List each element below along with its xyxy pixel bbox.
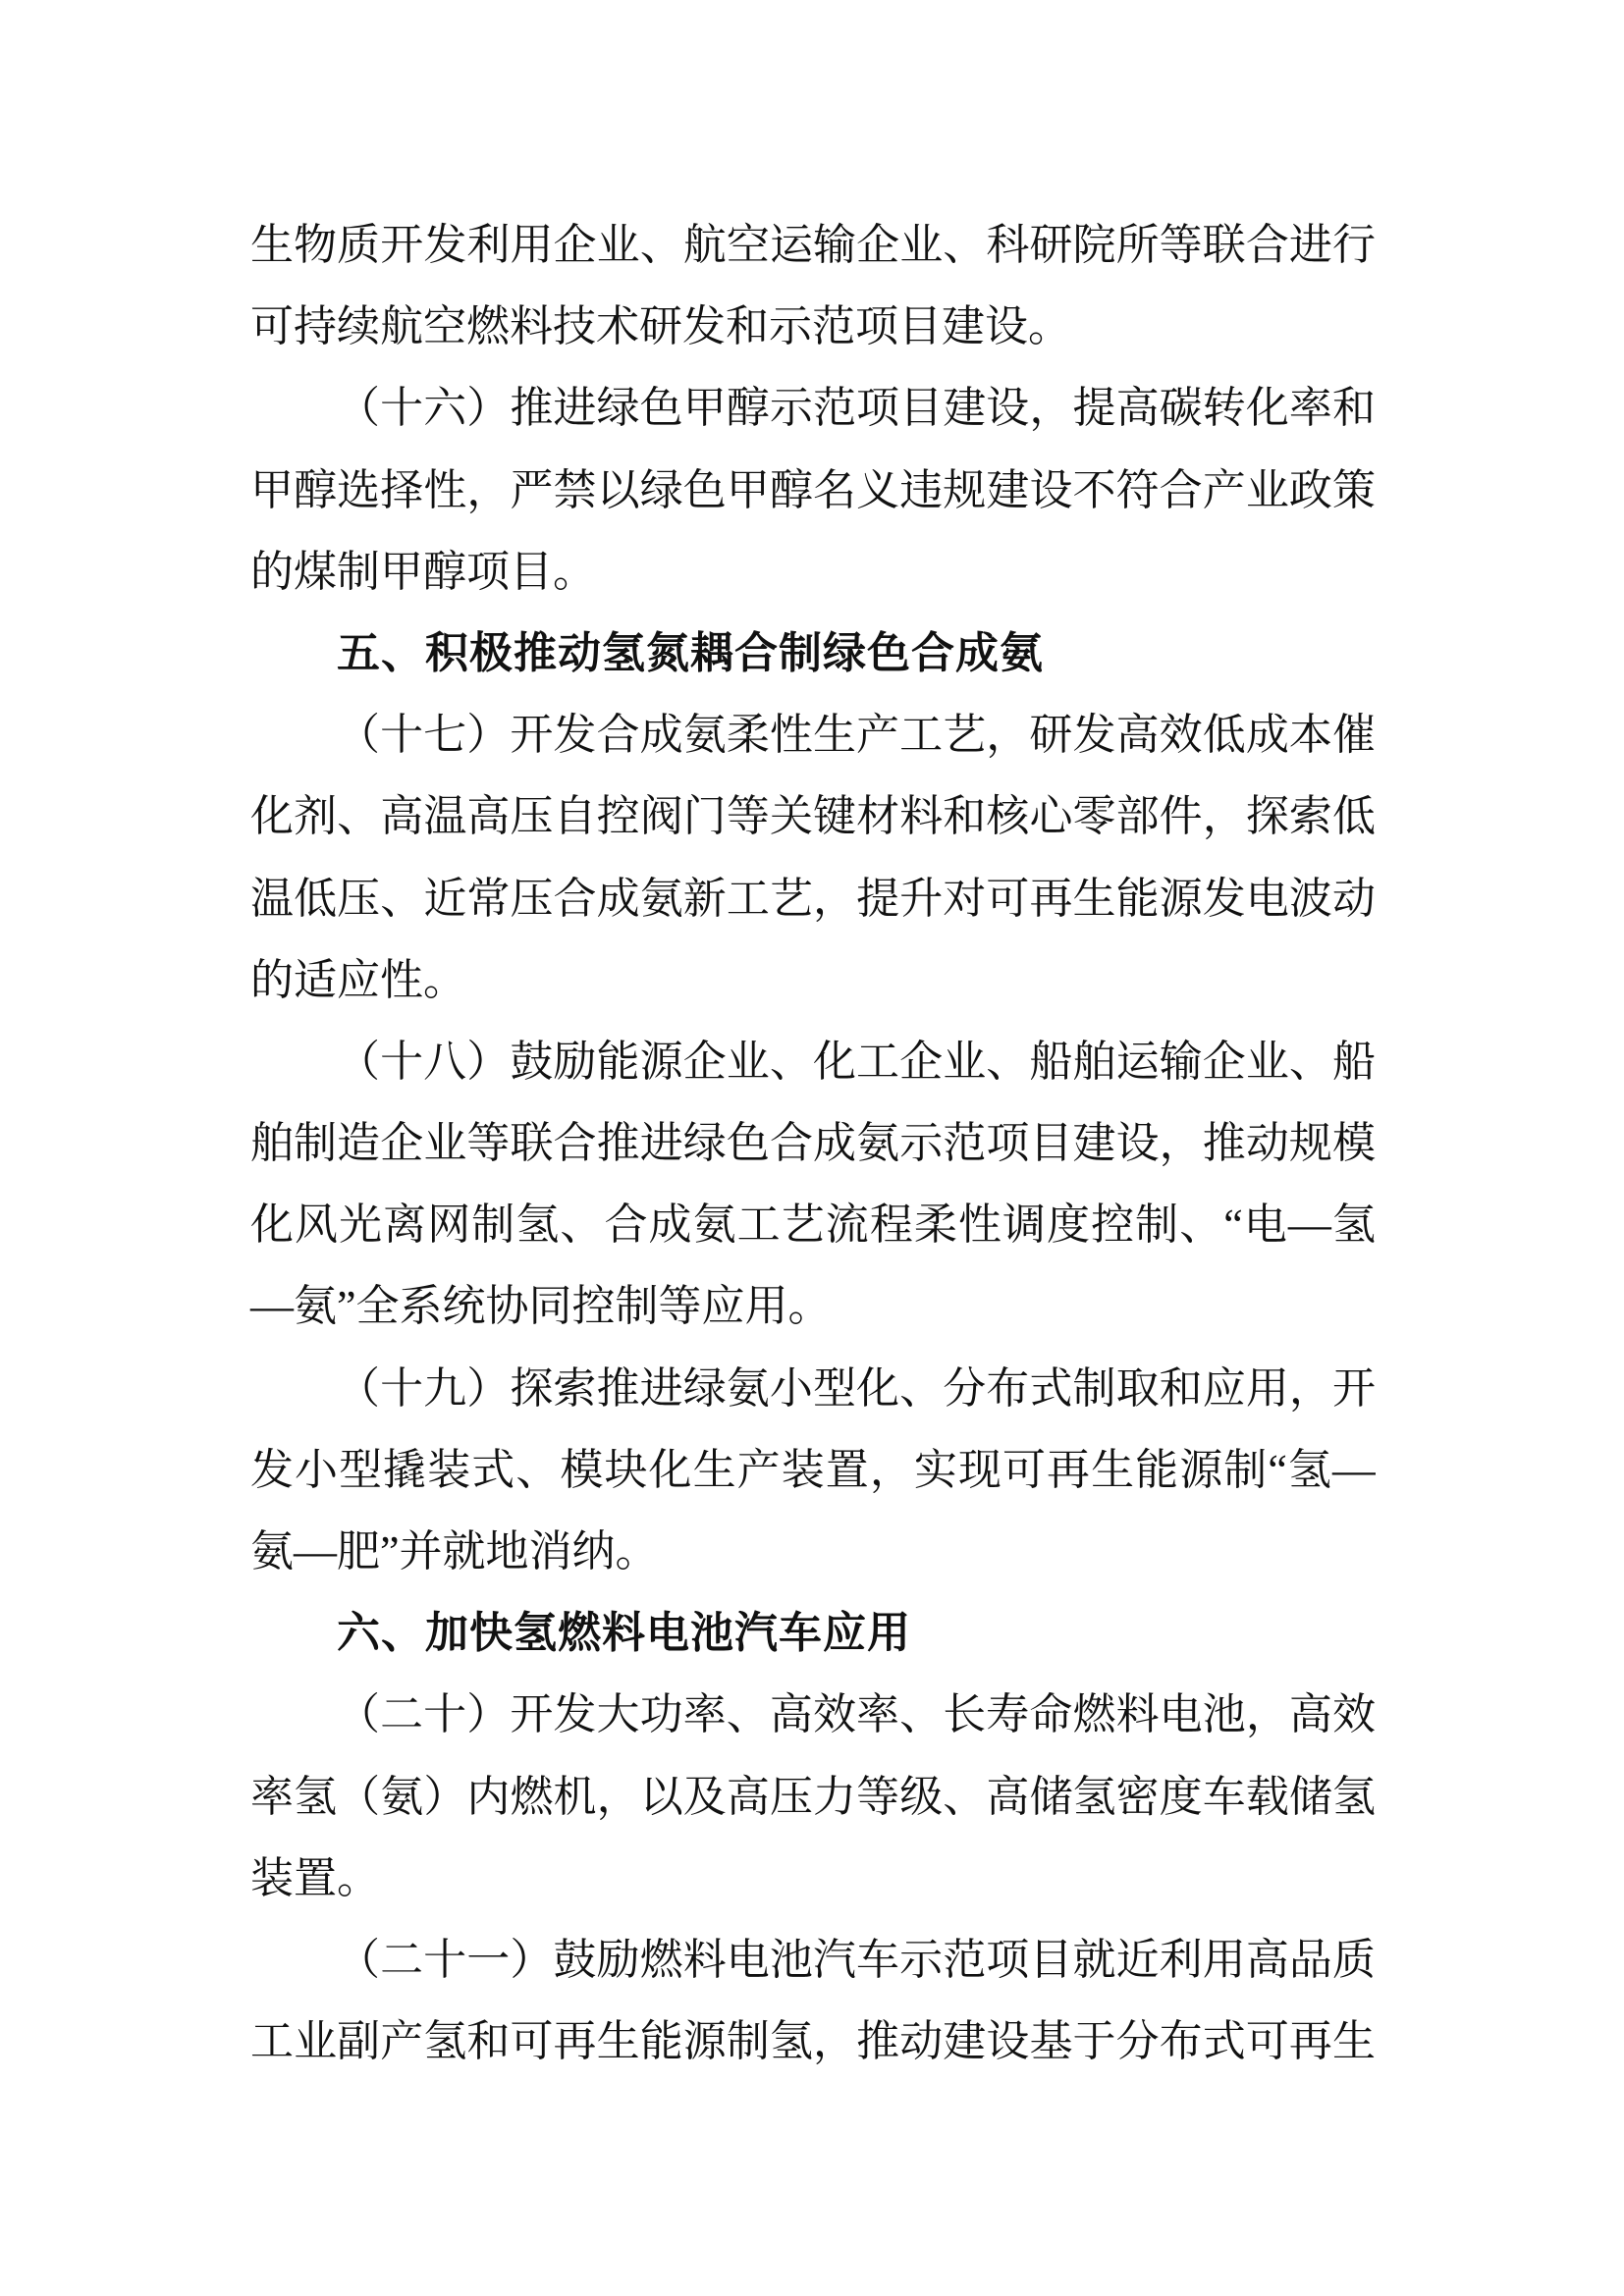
text-line: （十八）鼓励能源企业、化工企业、船舶运输企业、船 <box>337 1037 1376 1086</box>
text-line: 温低压、近常压合成氨新工艺，提升对可再生能源发电波动 <box>250 874 1376 923</box>
text-line: 化风光离网制氢、合成氨工艺流程柔性调度控制、“电—氢 <box>250 1201 1376 1250</box>
text-line: —氨”全系统协同控制等应用。 <box>250 1282 832 1331</box>
text-line: 的适应性。 <box>250 955 466 1004</box>
text-line: （二十一）鼓励燃料电池汽车示范项目就近利用高品质 <box>337 1935 1376 1984</box>
text-line: 舶制造企业等联合推进绿色合成氨示范项目建设，推动规模 <box>250 1119 1376 1168</box>
text-line: 工业副产氢和可再生能源制氢，推动建设基于分布式可再生 <box>250 2017 1376 2066</box>
text-line: 化剂、高温高压自控阀门等关键材料和核心零部件，探索低 <box>250 792 1376 841</box>
text-line: 的煤制甲醇项目。 <box>250 547 596 596</box>
text-line: （二十）开发大功率、高效率、长寿命燃料电池，高效 <box>337 1690 1376 1739</box>
document-text-block <box>250 204 1376 2082</box>
section-heading-6: 六、加快氢燃料电池汽车应用 <box>337 1609 911 1658</box>
text-line: （十七）开发合成氨柔性生产工艺，研发高效低成本催 <box>337 711 1376 760</box>
text-line: 率氢（氨）内燃机，以及高压力等级、高储氢密度车载储氢 <box>250 1772 1376 1821</box>
text-line: 装置。 <box>250 1853 380 1902</box>
text-line: 氨—肥”并就地消纳。 <box>250 1527 659 1575</box>
text-line: 可持续航空燃料技术研发和示范项目建设。 <box>250 302 1071 351</box>
text-line: （十九）探索推进绿氨小型化、分布式制取和应用，开 <box>337 1363 1376 1413</box>
text-line: （十六）推进绿色甲醇示范项目建设，提高碳转化率和 <box>337 384 1376 433</box>
section-heading-5: 五、积极推动氢氮耦合制绿色合成氨 <box>337 628 1044 677</box>
text-line: 生物质开发利用企业、航空运输企业、科研院所等联合进行 <box>250 221 1376 269</box>
text-line: 甲醇选择性，严禁以绿色甲醇名义违规建设不符合产业政策 <box>250 465 1376 514</box>
text-line: 发小型撬装式、模块化生产装置，实现可再生能源制“氢— <box>250 1445 1376 1494</box>
